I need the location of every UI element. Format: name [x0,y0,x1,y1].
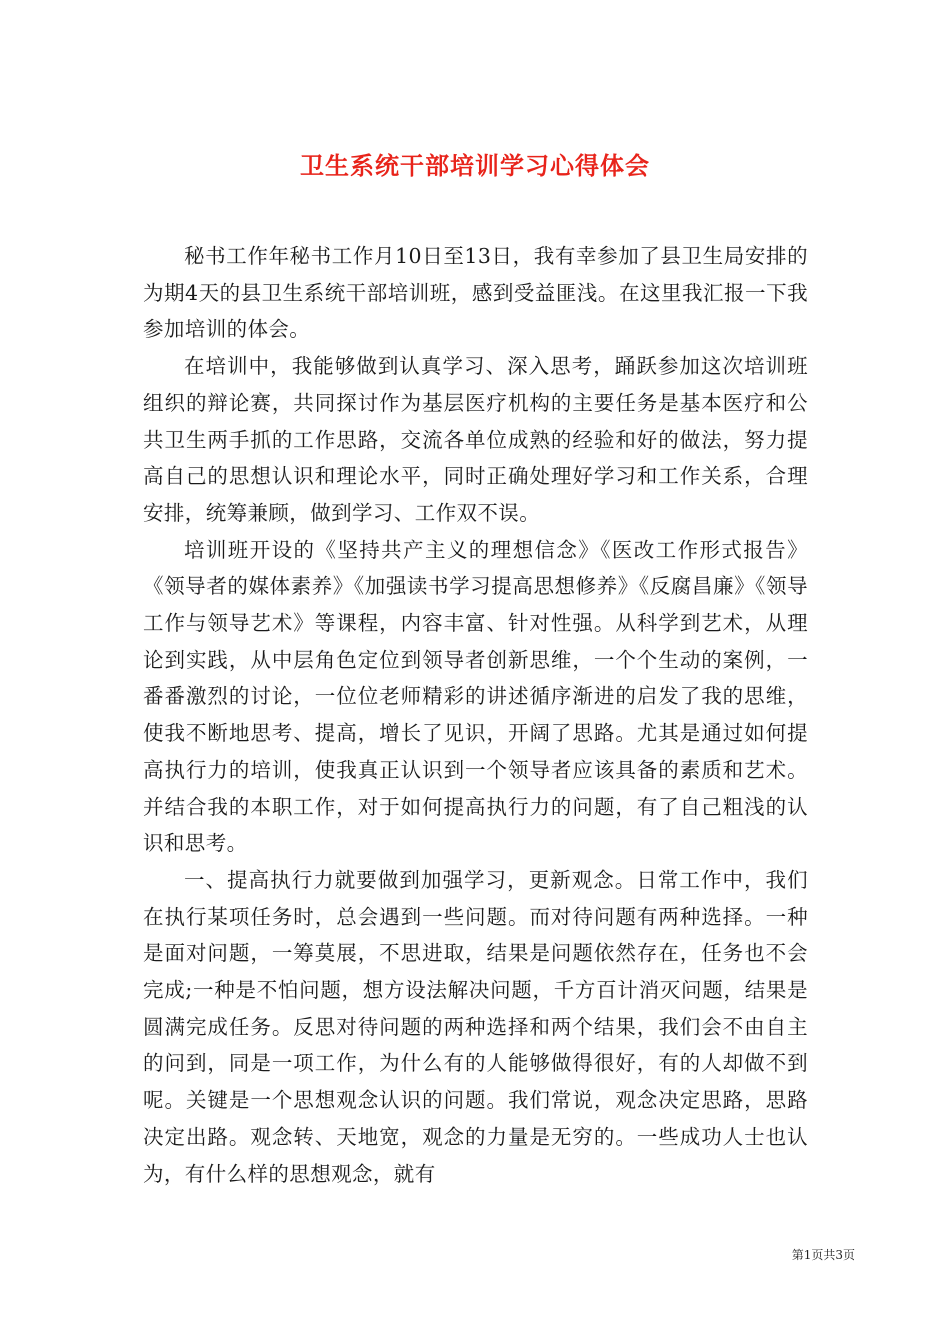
document-title: 卫生系统干部培训学习心得体会 [300,151,650,181]
paragraph-4: 一、提高执行力就要做到加强学习，更新观念。日常工作中，我们在执行某项任务时，总会遇到一些问题。而对待问题有两种选择。一种是面对问题，一筹莫展，不思进取，结果是问题依然存在，任务也不会完成;一种是不怕问题，想方设法解决问题，千方百计消灭问题，结果是圆满完成任务。反思对待问题的两种选择和两个结果，我们会不由自主的问到，同是一项工作，为什么有的人能够做得很好，有的人却做不到呢。关键是一个思想观念认识的问题。我们常说，观念决定思路，思路决定出路。观念转、天地宽，观念的力量是无穷的。一些成功人士也认为，有什么样的思想观念，就有 [143,867,808,1186]
paragraph-2: 在培训中，我能够做到认真学习、深入思考，踊跃参加这次培训班组织的辩论赛，共同探讨作为基层医疗机构的主要任务是基本医疗和公共卫生两手抓的工作思路，交流各单位成熟的经验和好的做法，努力提高自己的思想认识和理论水平，同时正确处理好学习和工作关系，合理安排，统筹兼顾，做到学习、工作双不误。 [143,354,808,525]
page-number-footer: 第1页共3页 [791,1248,855,1262]
paragraph-1: 秘书工作年秘书工作月10日至13日，我有幸参加了县卫生局安排的为期4天的县卫生系统干部培训班，感到受益匪浅。在这里我汇报一下我参加培训的体会。 [143,244,808,342]
paragraph-3: 培训班开设的《坚持共产主义的理想信念》《医改工作形式报告》《领导者的媒体素养》《加强读书学习提高思想修养》《反腐昌廉》《领导工作与领导艺术》等课程，内容丰富、针对性强。从科学到艺术，从理论到实践，从中层角色定位到领导者创新思维，一个个生动的案例，一番番激烈的讨论，一位位老师精彩的讲述循序渐进的启发了我的思维，使我不断地思考、提高，增长了见识，开阔了思路。尤其是通过如何提高执行力的培训，使我真正认识到一个领导者应该具备的素质和艺术。并结合我的本职工作，对于如何提高执行力的问题，有了自己粗浅的认识和思考。 [143,537,808,856]
document-body [143,238,808,1192]
